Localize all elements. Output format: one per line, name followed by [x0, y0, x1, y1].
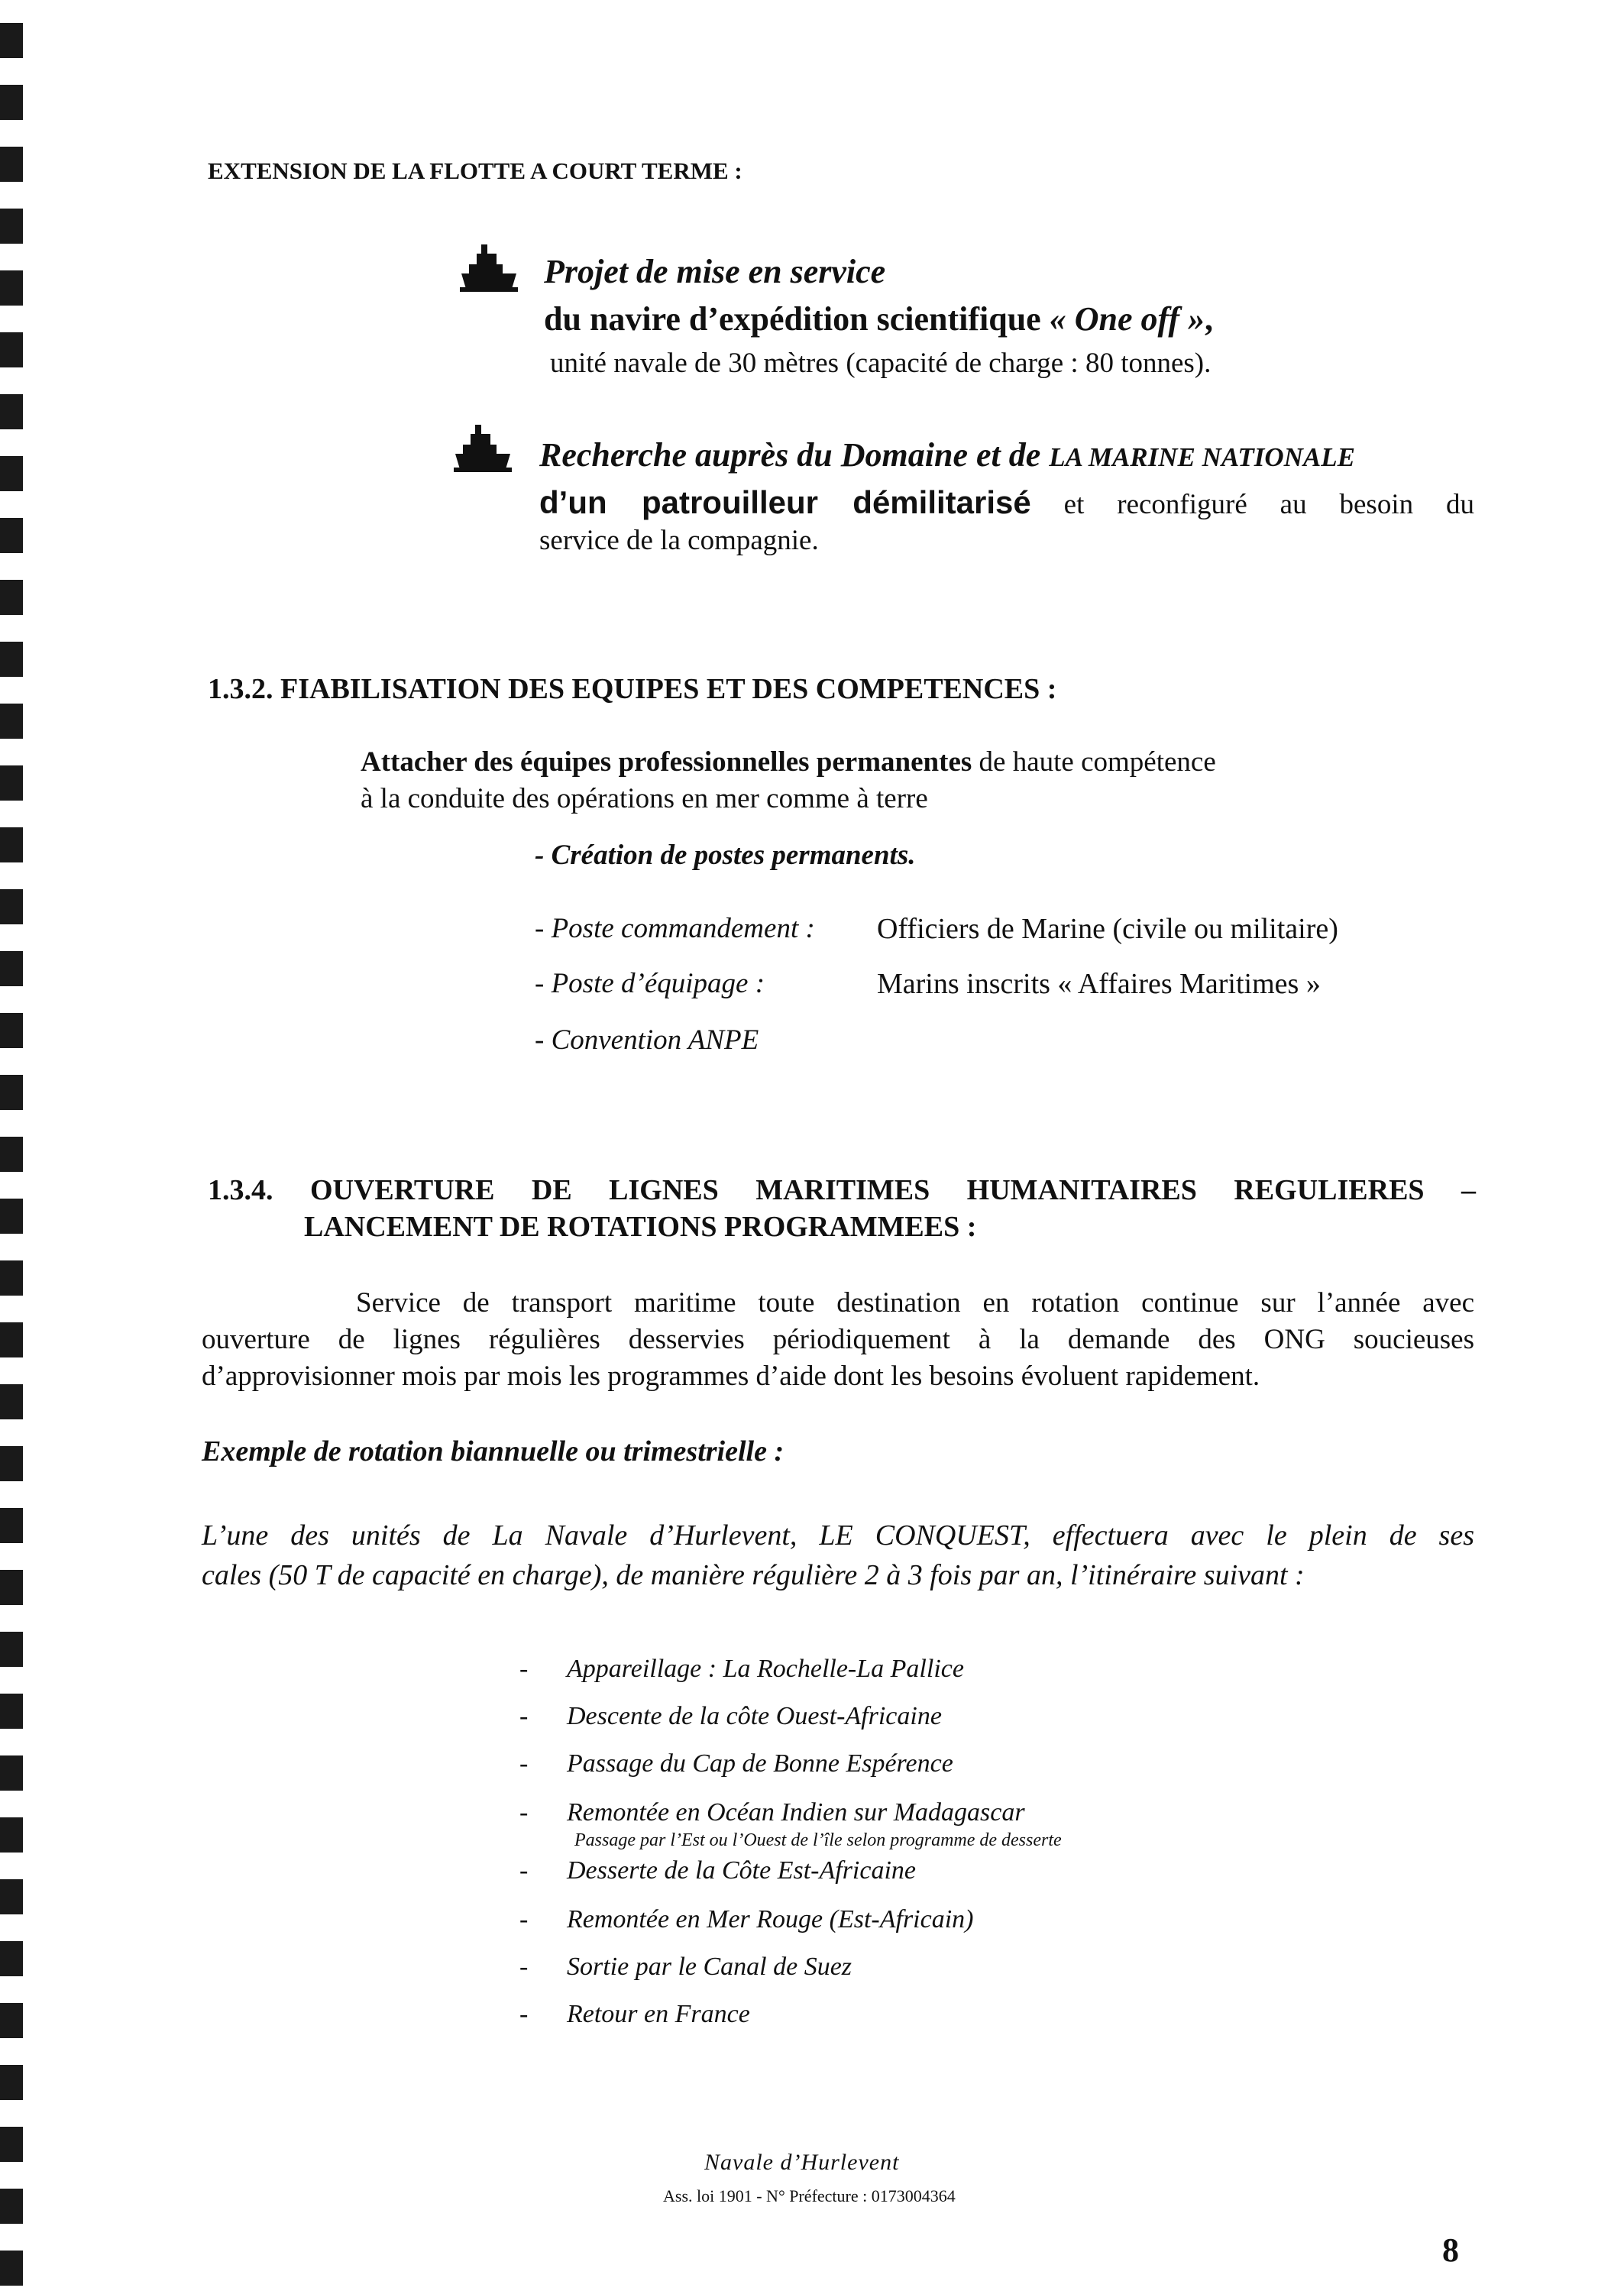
binding-hole	[0, 951, 23, 986]
itinerary-item: Passage du Cap de Bonne Espérence	[567, 1749, 953, 1778]
list-dash: -	[519, 1655, 529, 1683]
binding-hole	[0, 2065, 23, 2100]
s134-paragraph-line1: Service de transport maritime toute destination en rotation continue sur l’année avec	[356, 1287, 1474, 1319]
binding-hole	[0, 147, 23, 182]
binding-hole	[0, 456, 23, 491]
itinerary-item: Appareillage : La Rochelle-La Pallice	[567, 1655, 964, 1683]
binding-hole	[0, 2127, 23, 2162]
s132-row-value: Marins inscrits « Affaires Maritimes »	[877, 968, 1321, 1000]
item2-line2	[539, 483, 1474, 522]
binding-hole	[0, 1879, 23, 1914]
example-heading: Exemple de rotation biannuelle ou trimestrielle :	[202, 1435, 785, 1467]
section-134-heading-line1: 1.3.4. OUVERTURE DE LIGNES MARITIMES HUMANITAIRES REGULIERES –	[208, 1174, 1476, 1206]
binding-hole	[0, 1817, 23, 1853]
binding-hole	[0, 1384, 23, 1419]
binding-hole	[0, 23, 23, 58]
binding-hole	[0, 1260, 23, 1296]
binding-hole	[0, 1755, 23, 1791]
s132-row-label: - Poste commandement :	[535, 913, 815, 944]
list-dash: -	[519, 1702, 529, 1730]
binding-hole	[0, 1137, 23, 1172]
item2-patrol-vessel: d’un patrouilleur démilitarisé	[539, 484, 1031, 520]
s132-paragraph-line1	[361, 746, 1216, 778]
binding-hole	[0, 209, 23, 244]
itinerary-item: Descente de la côte Ouest-Africaine	[567, 1702, 942, 1730]
list-dash: -	[519, 1905, 529, 1933]
item1-title: Projet de mise en service	[544, 253, 886, 290]
section-134-heading-line2: LANCEMENT DE ROTATIONS PROGRAMMEES :	[304, 1211, 977, 1243]
binding-hole	[0, 394, 23, 429]
binding-hole	[0, 1199, 23, 1234]
s134-paragraph-line2: ouverture de lignes régulières desservies périodiquement à la demande des ONG soucieuses	[202, 1324, 1474, 1355]
list-dash: -	[519, 1953, 529, 1981]
s132-sub: - Création de postes permanents.	[535, 840, 916, 871]
ship-icon	[458, 238, 519, 299]
short-term-heading: EXTENSION DE LA FLOTTE A COURT TERME :	[208, 157, 742, 184]
binding-hole	[0, 1075, 23, 1110]
binding-hole	[0, 85, 23, 120]
item2-line3: service de la compagnie.	[539, 525, 819, 556]
binding-hole	[0, 642, 23, 677]
s132-rest: de haute compétence	[972, 746, 1216, 778]
item1-line2	[544, 299, 1213, 338]
binding-hole	[0, 1013, 23, 1048]
itinerary-item: Retour en France	[567, 2000, 750, 2028]
binding-hole	[0, 332, 23, 367]
binding-hole	[0, 1632, 23, 1667]
s132-row-label: - Convention ANPE	[535, 1024, 759, 1056]
itinerary-item: Remontée en Mer Rouge (Est-Africain)	[567, 1905, 974, 1933]
item2-title-text: Recherche auprès du Domaine et de	[539, 436, 1050, 474]
binding-hole	[0, 1570, 23, 1605]
s132-paragraph-line2: à la conduite des opérations en mer comme à terre	[361, 783, 928, 814]
item2-title	[539, 435, 1355, 474]
spiral-binding	[0, 0, 26, 2291]
item1-line2-text: du navire d’expédition scientifique	[544, 300, 1050, 338]
binding-hole	[0, 2003, 23, 2038]
footer-registration: Ass. loi 1901 - N° Préfecture : 0173004364	[663, 2186, 956, 2205]
item2-marine-nationale: LA MARINE NATIONALE	[1049, 442, 1355, 472]
example-line1: L’une des unités de La Navale d’Hurlevent, LE CONQUEST, effectuera avec le plein de ses	[202, 1519, 1474, 1552]
binding-hole	[0, 270, 23, 306]
section-132-heading: 1.3.2. FIABILISATION DES EQUIPES ET DES COMPETENCES :	[208, 673, 1057, 705]
example-line2: cales (50 T de capacité en charge), de manière régulière 2 à 3 fois par an, l’itinéraire suivant :	[202, 1559, 1305, 1591]
itinerary-item: Desserte de la Côte Est-Africaine	[567, 1856, 917, 1885]
binding-hole	[0, 889, 23, 924]
list-dash: -	[519, 1798, 529, 1827]
footer-org-signature: Navale d’Hurlevent	[704, 2150, 900, 2175]
s132-row-label: - Poste d’équipage :	[535, 968, 765, 999]
binding-hole	[0, 1322, 23, 1357]
list-dash: -	[519, 1856, 529, 1885]
binding-hole	[0, 1508, 23, 1543]
s132-bold-phrase: Attacher des équipes professionnelles permanentes	[361, 746, 972, 778]
binding-hole	[0, 1694, 23, 1729]
list-dash: -	[519, 2000, 529, 2028]
binding-hole	[0, 1446, 23, 1481]
s134-paragraph-line3: d’approvisionner mois par mois les programmes d’aide dont les besoins évoluent rapidement.	[202, 1361, 1260, 1392]
binding-hole	[0, 704, 23, 739]
item1-comma: ,	[1205, 300, 1213, 338]
ship-icon	[452, 419, 513, 480]
binding-hole	[0, 1941, 23, 1976]
page-number: 8	[1442, 2231, 1459, 2269]
binding-hole	[0, 518, 23, 553]
s132-row-value: Officiers de Marine (civile ou militaire)	[877, 913, 1338, 945]
itinerary-note: Passage par l’Est ou l’Ouest de l’île selon programme de desserte	[574, 1830, 1062, 1850]
item1-line3: unité navale de 30 mètres (capacité de charge : 80 tonnes).	[550, 348, 1212, 379]
binding-hole	[0, 2189, 23, 2224]
binding-hole	[0, 2251, 23, 2286]
itinerary-item: Remontée en Océan Indien sur Madagascar	[567, 1798, 1025, 1827]
binding-hole	[0, 827, 23, 862]
binding-hole	[0, 765, 23, 801]
item2-line2-rest: et reconfiguré au besoin du	[1030, 489, 1474, 520]
binding-hole	[0, 580, 23, 615]
list-dash: -	[519, 1749, 529, 1778]
item1-vessel-name: « One off »	[1049, 300, 1205, 338]
itinerary-item: Sortie par le Canal de Suez	[567, 1953, 852, 1981]
